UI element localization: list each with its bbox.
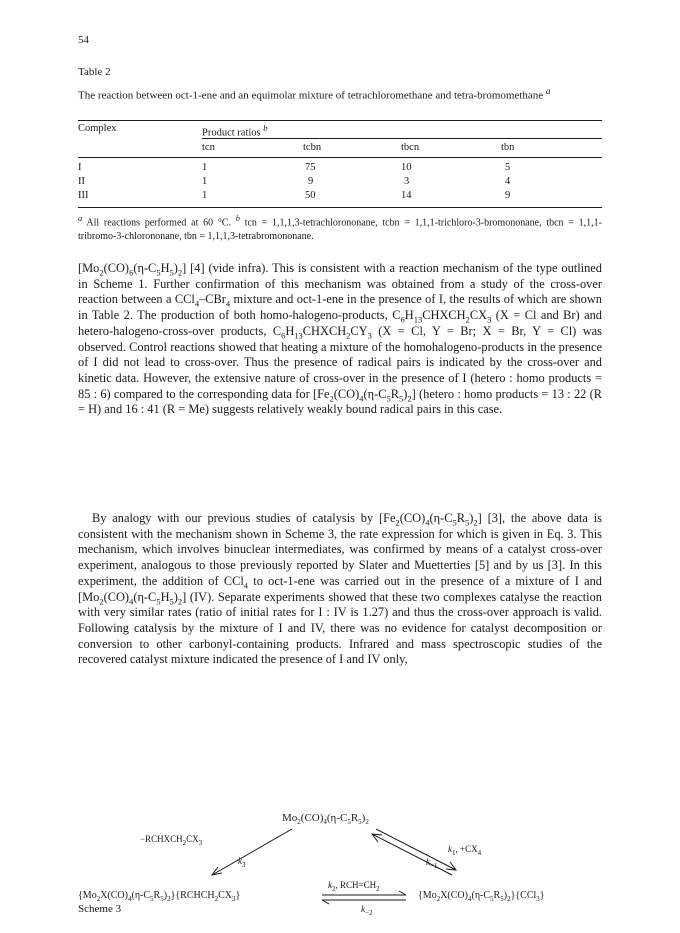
- cell-tbn: 5: [505, 162, 511, 173]
- arrow-k3-head: [212, 867, 222, 875]
- scheme-label: Scheme 3: [78, 903, 122, 915]
- body-paragraph-1: $[Mo_2(CO)_6(\eta-C_5H_5)_2]$ [4] (vide infra). This is consistent with a reaction mechanism of the type outlined in Scheme 1. Further confirmation of this mechanism was obtained from a study of the cross-over reaction between a CCl$_4$–CBr$_4$ mixture and oct-1-ene in the presence of I, the results of which are shown in Table 2. The production of both homo-halogeno-products, $C_6H_{13}CHXCH_2CX_3$ (X = Cl and Br) and hetero-halogeno-cross-over products, $C_6H_{13}CHXCH_2CY_3$ (X = Cl, Y = Br; X = Br, Y = Cl) was observed. Control reactions showed that heating a mixture of the homohalogeno-products in the presence of I did not lead to cross-over. Thus the presence of radical pairs is indicated by the cross-over and kinetic data. However, the extensive nature of cross-over in the presence of I (hetero : homo products = 85 : 6) compared to the corresponding data for $[Fe_2(CO)_4(\eta-C_5R_5)_2]$ (hetero : homo products = 13 : 22 (R = H) and 16 : 41 (R = Me) suggests relatively weakly bound radical pairs in this case.: [78, 261, 603, 417]
- table-caption: Table 2: [78, 66, 111, 78]
- cell-tcn: 1: [202, 176, 208, 187]
- arrow-k-2-head: [322, 900, 329, 904]
- cell-tcbn: 75: [305, 162, 316, 173]
- row-complex: III: [78, 190, 89, 201]
- table-title: The reaction between oct-1-ene and an equimolar mixture of tetrachloromethane and tetra-bromomethane $^a$: [78, 86, 551, 102]
- scheme-arrows: [78, 812, 638, 922]
- cell-tcn: 1: [202, 190, 208, 201]
- scheme-left-arrow-label: $-RCHXCH_2CX_3$: [140, 834, 203, 847]
- header-product-ratios: Product ratios $^b$: [202, 123, 268, 139]
- scheme-k2-label: $k_2$, $RCH=CH_2$: [328, 880, 380, 893]
- arrow-k-1: [372, 834, 452, 875]
- cell-tbcn: 10: [401, 162, 412, 173]
- table-bottom-rule: [78, 207, 602, 208]
- subheader-tbn: tbn: [501, 142, 515, 153]
- scheme-k1-label: $k_1$, $+CX_4$: [448, 844, 482, 857]
- scheme-left-species: $\{Mo_2X(CO)_4(\eta-C_5R_5)_2\}\{RCHCH_2CX_3\}$: [78, 890, 241, 903]
- scheme-k3-label: $k_3$: [238, 856, 246, 869]
- header-complex: Complex: [78, 123, 117, 134]
- body-paragraph-2: By analogy with our previous studies of catalysis by $[Fe_2(CO)_4(\eta-C_5R_5)_2]$ [3], the above data is consistent with the mechanism shown in Scheme 3, the rate expression for which is given in Eq. 3. This mechanism, which involves binuclear intermediates, was confirmed by means of a catalyst cross-over experiment, analogous to those previously reported by Slater and Muetterties [5] and by us [3]. In this experiment, the addition of CCl$_4$ to oct-1-ene was carried out in the presence of a mixture of I and $[Mo_2(CO)_4(\eta-C_5H_5)_2]$ (IV). Separate experiments showed that these two complexes catalyse the reaction with very similar rates (ratio of initial rates for I : IV is 1.27) and thus the cross-over approach is valid. Following catalysis by the mixture of I and IV, there was no evidence for catalyst decomposition or conversion to other carbonyl-containing products. Infrared and mass spectroscopic studies of the recovered catalyst mixture indicated the presence of I and IV only,: [78, 511, 602, 667]
- subheader-tbcn: tbcn: [401, 142, 420, 153]
- cell-tbn: 4: [505, 176, 511, 187]
- arrow-k3: [212, 829, 292, 875]
- cell-tbn: 9: [505, 190, 511, 201]
- page-number: 54: [78, 34, 89, 46]
- subheader-rule: [202, 138, 602, 139]
- scheme-3-diagram: [78, 812, 638, 922]
- cell-tcbn: 9: [308, 176, 314, 187]
- cell-tbcn: 3: [404, 176, 410, 187]
- table-header-rule: [78, 157, 602, 158]
- subheader-tcn: tcn: [202, 142, 215, 153]
- scheme-k-1-label: $k_{-1}$: [426, 857, 438, 870]
- scheme-k-2-label: $k_{-2}$: [361, 904, 373, 917]
- cell-tcn: 1: [202, 162, 208, 173]
- arrow-k1: [376, 829, 456, 870]
- table-footnotes: $^a$ All reactions performed at 60 °C. $^b$ tcn = 1,1,1,3-tetrachlorononane, tcbn = 1,1,1-trichloro-3-bromononane, tbcn = 1,1,1-tribromo-3-chlorononane, tbn = 1,1,1,3-tetrabromononane.: [78, 214, 603, 243]
- cell-tcbn: 50: [305, 190, 316, 201]
- table-top-rule: [78, 120, 602, 121]
- arrow-k2-head: [399, 891, 406, 895]
- cell-tbcn: 14: [401, 190, 412, 201]
- scheme-right-species: $\{Mo_2X(CO)_4(\eta-C_5R_5)_2\}\{CCl_3\}$: [418, 890, 545, 903]
- subheader-tcbn: tcbn: [303, 142, 322, 153]
- scheme-top-species: $Mo_2(CO)_4(\eta-C_5R_5)_2$: [282, 812, 369, 827]
- row-complex: II: [78, 176, 85, 187]
- row-complex: I: [78, 162, 82, 173]
